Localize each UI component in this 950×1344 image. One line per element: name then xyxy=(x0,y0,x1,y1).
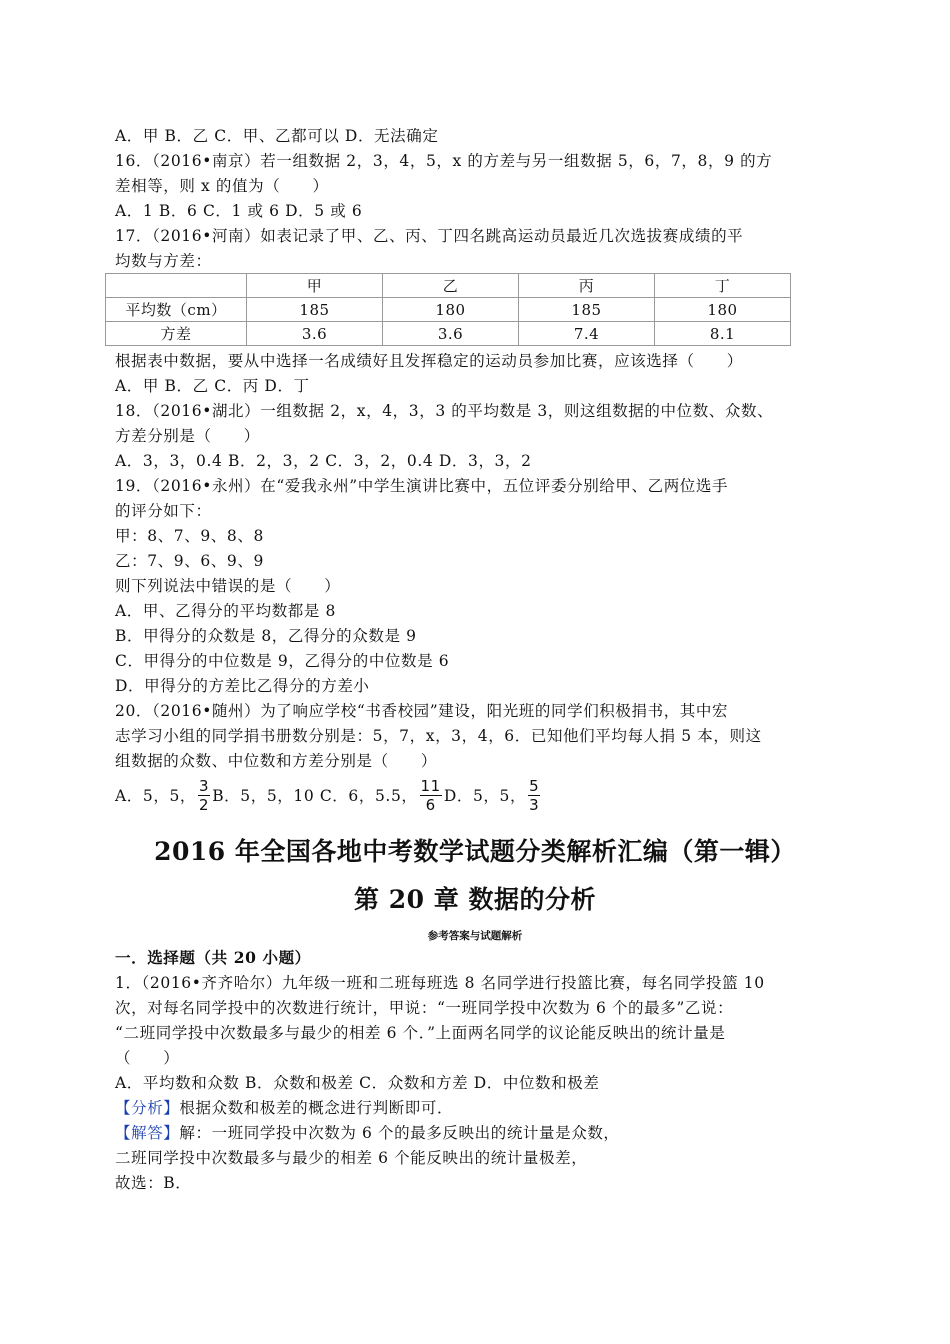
fraction-numerator: 3 xyxy=(199,776,210,795)
table-cell: 8.1 xyxy=(655,322,791,346)
q19-option-d: D．甲得分的方差比乙得分的方差小 xyxy=(115,677,370,695)
score-table xyxy=(105,273,791,346)
fraction-numerator: 11 xyxy=(420,776,441,795)
analysis-text: 根据众数和极差的概念进行判断即可． xyxy=(179,1099,454,1117)
a1-line4: （ ） xyxy=(115,1049,180,1067)
fraction-d xyxy=(528,777,540,814)
q18-options: A．3，3，0.4 B．2，3，2 C．3，2，0.4 D．3，3，2 xyxy=(115,452,532,470)
fraction-a xyxy=(198,777,210,814)
q19-jia-scores: 甲：8、7、9、8、8 xyxy=(115,527,264,545)
q20-option-a-prefix: A．5，5， xyxy=(115,787,197,805)
q16-options: A．1 B．6 C．1 或 6 D．5 或 6 xyxy=(115,202,363,220)
q17-line2: 均数与方差： xyxy=(115,252,212,270)
document-title: 2016 年全国各地中考数学试题分类解析汇编（第一辑） xyxy=(154,837,796,866)
q19-line2: 的评分如下： xyxy=(115,502,212,520)
fraction-c xyxy=(420,777,442,814)
fraction-denominator: 6 xyxy=(425,795,436,814)
table-cell: 3.6 xyxy=(383,322,519,346)
analysis-tag: 【分析】 xyxy=(115,1099,180,1117)
table-cell xyxy=(106,274,247,298)
table-row xyxy=(106,322,791,346)
q18-line1: 18．（2016•湖北）一组数据 2，x，4，3，3 的平均数是 3，则这组数据的中位数、众数、 xyxy=(115,402,774,420)
table-cell: 180 xyxy=(655,298,791,322)
q20-line2: 志学习小组的同学捐书册数分别是：5，7，x，3，4，6．已知他们平均每人捐 5 本，则这 xyxy=(115,727,762,745)
q17-line1: 17．（2016•河南）如表记录了甲、乙、丙、丁四名跳高运动员最近几次选拔赛成绩的平 xyxy=(115,227,744,245)
table-row xyxy=(106,298,791,322)
solution-text: 解：一班同学投中次数为 6 个的最多反映出的统计量是众数， xyxy=(179,1124,620,1142)
q17-line3: 根据表中数据，要从中选择一名成绩好且发挥稳定的运动员参加比赛，应该选择（ ） xyxy=(115,352,743,370)
final-choice: 故选：B． xyxy=(115,1174,192,1192)
a1-line2: 次，对每名同学投中的次数进行统计，甲说：“一班同学投中次数为 6 个的最多”乙说： xyxy=(115,999,734,1017)
table-cell: 185 xyxy=(247,298,383,322)
a1-line3: “二班同学投中次数最多与最少的相差 6 个．”上面两名同学的议论能反映出的统计量是 xyxy=(115,1024,726,1042)
solution-line xyxy=(115,1123,620,1143)
table-cell: 乙 xyxy=(383,274,519,298)
fraction-denominator: 2 xyxy=(199,795,210,814)
solution-tag: 【解答】 xyxy=(115,1124,180,1142)
q19-line1: 19．（2016•永州）在“爱我永州”中学生演讲比赛中，五位评委分别给甲、乙两位选手 xyxy=(115,477,729,495)
table-cell: 3.6 xyxy=(247,322,383,346)
q20-option-d: D．5，5， xyxy=(443,787,527,805)
q20-options xyxy=(115,776,542,816)
table-cell: 方差 xyxy=(106,322,247,346)
section-heading: 一．选择题（共 20 小题） xyxy=(115,948,311,967)
q18-line2: 方差分别是（ ） xyxy=(115,427,260,445)
q20-option-b-c: B．5，5，10 C．6，5.5， xyxy=(212,787,418,805)
table-cell: 平均数（cm） xyxy=(106,298,247,322)
q17-options: A．甲 B．乙 C．丙 D．丁 xyxy=(115,377,310,395)
q19-option-c: C．甲得分的中位数是 9，乙得分的中位数是 6 xyxy=(115,652,450,670)
q16-line2: 差相等，则 x 的值为（ ） xyxy=(115,177,329,195)
table-cell: 185 xyxy=(519,298,655,322)
chapter-title: 第 20 章 数据的分析 xyxy=(354,885,596,914)
table-cell: 180 xyxy=(383,298,519,322)
q15-options: A．甲 B．乙 C．甲、乙都可以 D．无法确定 xyxy=(115,127,439,145)
a1-line1: 1．（2016•齐齐哈尔）九年级一班和二班每班选 8 名同学进行投篮比赛，每名同学投篮 10 xyxy=(115,974,765,992)
fraction-denominator: 3 xyxy=(529,795,540,814)
analysis-line xyxy=(115,1098,453,1118)
q19-option-a: A．甲、乙得分的平均数都是 8 xyxy=(115,602,336,620)
q19-option-b: B．甲得分的众数是 8，乙得分的众数是 9 xyxy=(115,627,417,645)
q16-line1: 16．（2016•南京）若一组数据 2，3，4，5，x 的方差与另一组数据 5，6，7，8，9 的方 xyxy=(115,152,773,170)
solution-line2: 二班同学投中次数最多与最少的相差 6 个能反映出的统计量极差， xyxy=(115,1149,588,1167)
a1-options: A．平均数和众数 B．众数和极差 C．众数和方差 D．中位数和极差 xyxy=(115,1074,600,1092)
table-cell: 7.4 xyxy=(519,322,655,346)
table-cell: 丙 xyxy=(519,274,655,298)
q19-yi-scores: 乙：7、9、6、9、9 xyxy=(115,552,264,570)
q20-line3: 组数据的众数、中位数和方差分别是（ ） xyxy=(115,752,438,770)
fraction-numerator: 5 xyxy=(529,776,540,795)
table-cell: 丁 xyxy=(655,274,791,298)
table-header-row xyxy=(106,274,791,298)
table-cell: 甲 xyxy=(247,274,383,298)
answer-subtitle: 参考答案与试题解析 xyxy=(427,930,523,942)
q20-line1: 20．（2016•随州）为了响应学校“书香校园”建设，阳光班的同学们积极捐书，其中宏 xyxy=(115,702,729,720)
q19-line3: 则下列说法中错误的是（ ） xyxy=(115,577,341,595)
